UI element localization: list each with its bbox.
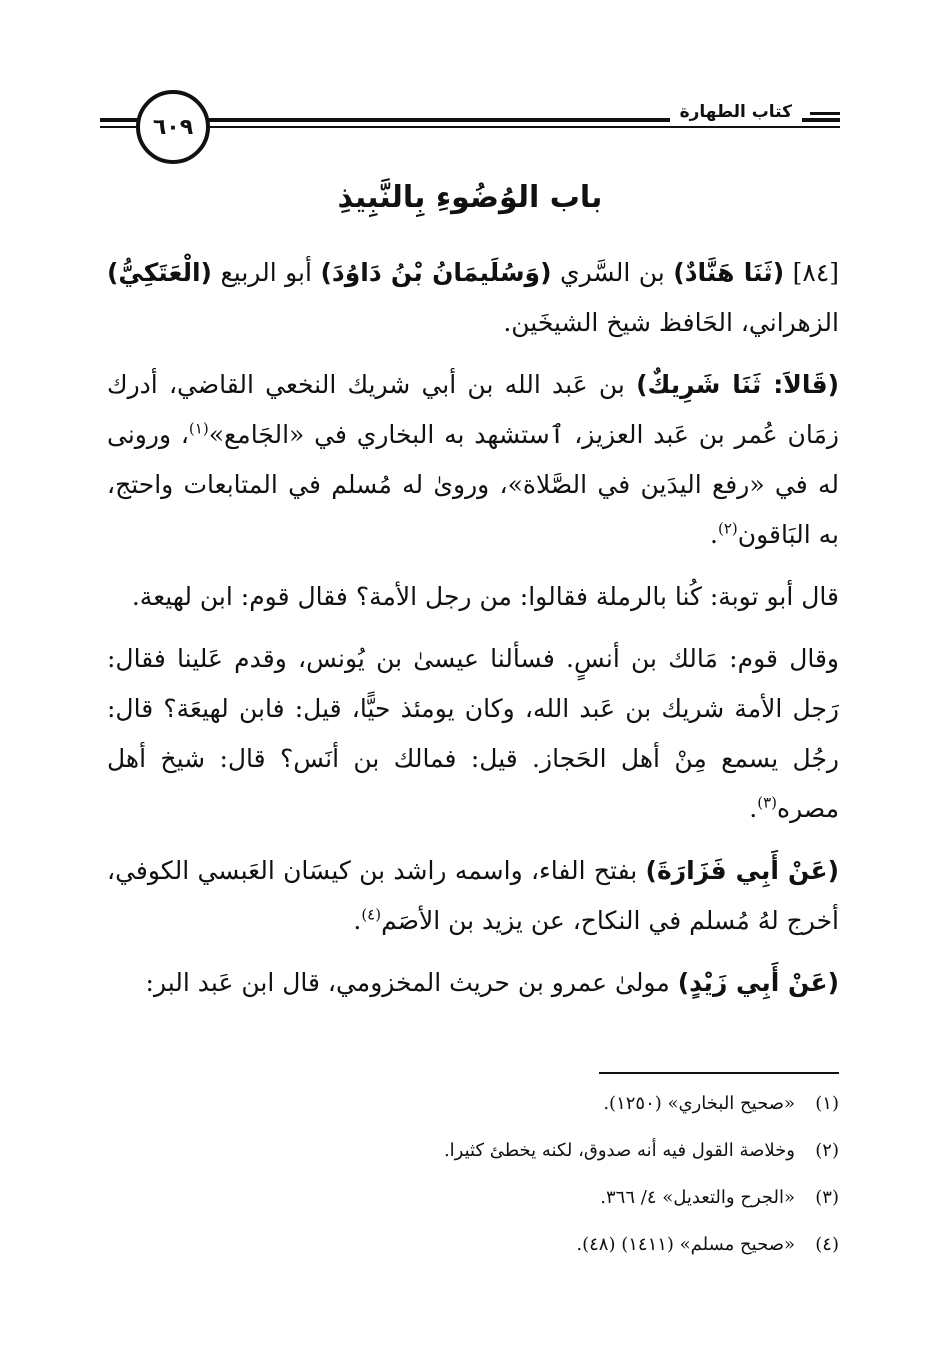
footnote-ref: (٢) xyxy=(717,519,738,538)
narrator-name: (ثَنَا هَنَّادٌ) xyxy=(673,258,785,287)
footnote-text: «صحيح مسلم» (١٤١١) (٤٨). xyxy=(576,1234,795,1255)
footnote-number: (٣) xyxy=(815,1187,839,1208)
text-run: مولىٰ عمرو بن حريث المخزومي، قال ابن عَبد البر: xyxy=(145,968,678,997)
text-run: . xyxy=(353,906,362,935)
header-rule-thin xyxy=(100,126,840,128)
paragraph-qawm xyxy=(107,634,839,834)
footnote-number: (١) xyxy=(815,1093,839,1114)
narrator-name: (عَنْ أَبِي زَيْدٍ) xyxy=(677,968,839,997)
footnote-ref: (١) xyxy=(188,419,209,438)
narrator-name: (عَنْ أَبِي فَزَارَةَ) xyxy=(645,856,839,885)
narrator-name: (وَسُلَيمَانُ بْنُ دَاوُدَ) xyxy=(320,258,552,287)
running-header xyxy=(100,90,840,170)
paragraph-abu-fazara xyxy=(107,846,839,946)
text-run: الزهراني، الحَافظ شيخ الشيخَين. xyxy=(503,308,839,337)
text-run: . xyxy=(710,520,718,549)
footnote xyxy=(107,1231,839,1278)
paragraph-abu-zayd xyxy=(107,958,839,1008)
paragraph-abu-tawba: قال أبو توبة: كُنا بالرملة فقالوا: من رجل الأمة؟ فقال قوم: ابن لهيعة. xyxy=(131,582,839,611)
footnote xyxy=(107,1090,839,1137)
text-run: بن السَّري xyxy=(551,258,674,287)
narrator-name: (الْعَتَكِيُّ) xyxy=(107,258,212,287)
footnote xyxy=(107,1137,839,1184)
footnote xyxy=(107,1184,839,1231)
footnote-number: (٤) xyxy=(815,1234,839,1255)
book-title: كتاب الطهارة xyxy=(670,102,802,122)
body-text xyxy=(107,248,839,1020)
footnotes xyxy=(107,1090,839,1278)
footnote-text: «صحيح البخاري» (١٢٥٠). xyxy=(603,1093,795,1114)
text-run: . xyxy=(749,794,758,823)
paragraph-84 xyxy=(107,248,839,348)
text-run: وقال قوم: مَالك بن أنسٍ. فسألنا عيسىٰ بن يُونس، وقدم عَلينا فقال: رَجل الأمة شريك بن عَبد الله، وكان يومئذ حيًّا، قيل: فابن لهيعَة؟ قال: رجُل يسمع مِنْ أهل الحَجاز. قيل: فمالك بن أنَس؟ قال: شيخ أهل مصره xyxy=(107,644,839,823)
footnote-ref: (٤) xyxy=(361,905,382,924)
text-run: بن عَبد الله بن أبي شريك النخعي القاضي، أدرك زمَان عُمر بن عَبد العزيز، ٱستشهد به البخاري في «الجَامع» xyxy=(107,370,839,449)
hadith-number: [٨٤] xyxy=(784,258,840,287)
chapter-title: باب الوُضُوءِ بِالنَّبِيذِ xyxy=(337,180,603,215)
footnote-separator xyxy=(599,1072,839,1074)
paragraph-sharik xyxy=(107,360,839,560)
footnote-text: وخلاصة القول فيه أنه صدوق، لكنه يخطئ كثيرا. xyxy=(443,1140,795,1161)
text-run: بفتح الفاء، واسمه راشد بن كيسَان العَبسي الكوفي، أخرج لهُ مُسلم في النكاح، عن يزيد بن الأصَم xyxy=(107,856,839,935)
footnote-text: «الجرح والتعديل» ٤/ ٣٦٦. xyxy=(600,1187,795,1208)
text-run: أبو الربيع xyxy=(211,258,321,287)
footnote-ref: (٣) xyxy=(757,793,778,812)
footnote-number: (٢) xyxy=(815,1140,839,1161)
text-run: ، ورونى له في «رفع اليدَين في الصَّلاة»، وروىٰ له مُسلم في المتابعات واحتج، به البَاقون xyxy=(107,420,839,549)
page-number: ٦٠٩ xyxy=(136,90,210,164)
narrator-name: (قَالاَ: ثَنَا شَرِيكٌ) xyxy=(636,370,839,399)
header-dash xyxy=(810,112,840,115)
